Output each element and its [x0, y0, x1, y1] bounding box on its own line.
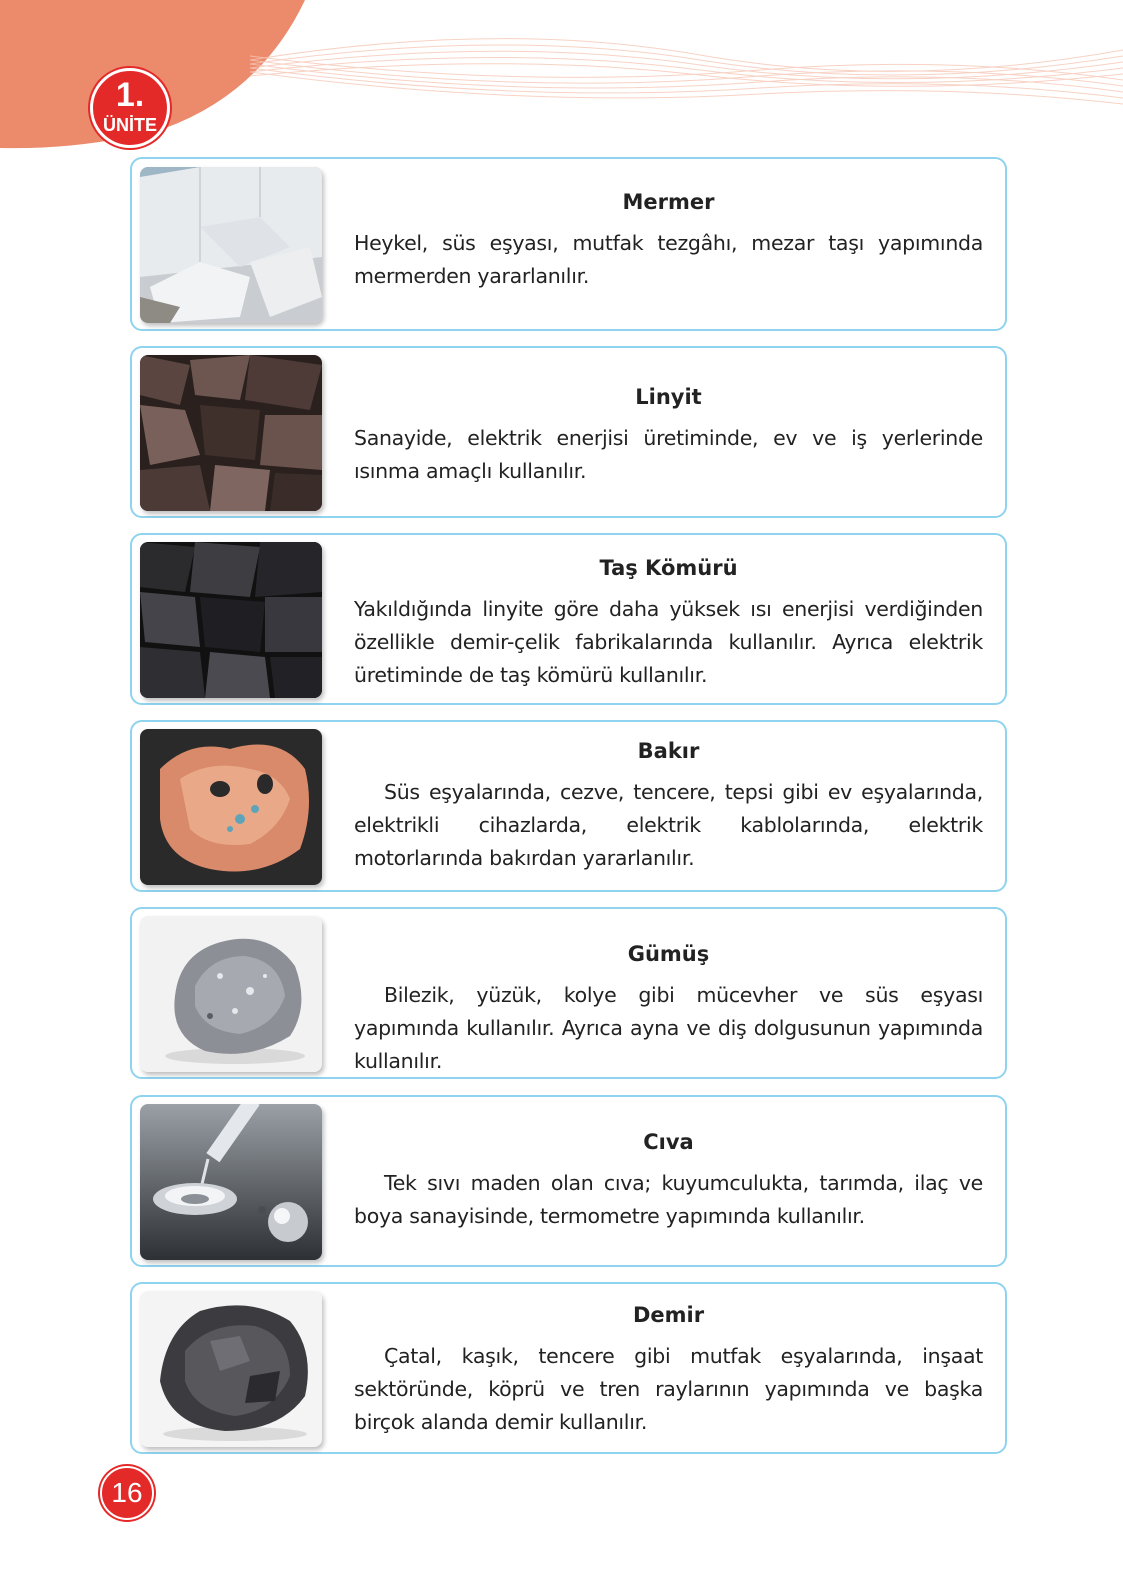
card-title: Gümüş: [627, 942, 710, 966]
card-body: Süs eşyalarında, cezve, tencere, tepsi gibi ev eşyalarında, elektrikli cihazlarda, elektrik kablolarında, elektrik motorlarında bakırdan yararlanılır.: [354, 780, 983, 870]
card-body: Çatal, kaşık, tencere gibi mutfak eşyalarında, inşaat sektöründe, köprü ve tren raylarının yapımında ve başka birçok alanda demir kullanılır.: [354, 1344, 983, 1434]
mineral-card-tas-komuru: [130, 533, 1007, 705]
mineral-card-demir: [130, 1282, 1007, 1454]
card-title: Bakır: [637, 739, 700, 763]
card-title: Taş Kömürü: [599, 556, 738, 580]
mineral-card-gumus: [130, 907, 1007, 1079]
unit-label: ÜNİTE: [103, 115, 157, 135]
unit-badge: [90, 68, 170, 148]
mineral-card-civa: [130, 1095, 1007, 1267]
page-number: 16: [100, 1466, 154, 1520]
card-body: Yakıldığında linyite göre daha yüksek ısı enerjisi verdiğinden özellikle demir-çelik fabrikalarında kullanılır. Ayrıca elektrik üretiminde de taş kömürü kullanılır.: [354, 597, 983, 687]
coal-photo: [140, 542, 322, 698]
unit-number: 1.: [115, 76, 145, 114]
card-title: Demir: [632, 1303, 705, 1327]
mineral-card-bakir: [130, 720, 1007, 892]
lignite-photo: [140, 355, 322, 511]
card-body: Tek sıvı maden olan cıva; kuyumculukta, tarımda, ilaç ve boya sanayisinde, termometre yapımında kullanılır.: [354, 1171, 983, 1228]
header-decoration: [0, 0, 1123, 160]
card-body: Sanayide, elektrik enerjisi üretiminde, ev ve iş yerlerinde ısınma amaçlı kullanılır.: [354, 426, 983, 483]
card-title: Mermer: [622, 190, 715, 214]
card-body: Heykel, süs eşyası, mutfak tezgâhı, mezar taşı yapımında mermerden yararlanılır.: [354, 231, 983, 288]
card-body: Bilezik, yüzük, kolye gibi mücevher ve süs eşyası yapımında kullanılır. Ayrıca ayna ve diş dolgusunun yapımında kullanılır.: [354, 983, 983, 1073]
silver-photo: [140, 916, 322, 1072]
mineral-card-linyit: [130, 346, 1007, 518]
card-title: Cıva: [643, 1130, 694, 1154]
mineral-card-mermer: [130, 157, 1007, 331]
copper-photo: [140, 729, 322, 885]
mercury-photo: [140, 1104, 322, 1260]
marble-photo: [140, 167, 322, 323]
iron-photo: [140, 1291, 322, 1447]
card-title: Linyit: [635, 385, 702, 409]
